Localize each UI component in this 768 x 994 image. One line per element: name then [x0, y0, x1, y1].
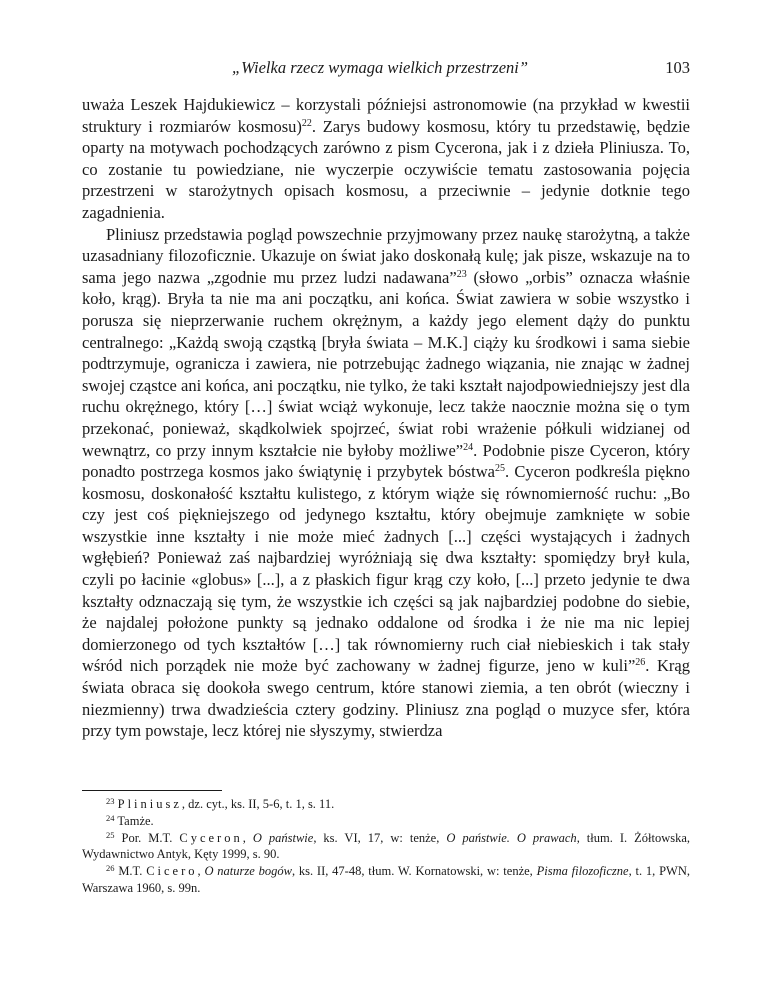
footnote-author: Pliniusz — [117, 797, 182, 811]
footnote-number: 24 — [106, 812, 115, 823]
paragraph-text: . Cyceron podkreśla piękno kosmosu, doskonałość kształtu kulistego, z którym wiąże się równomierność ruchu: „Bo czy jest coś piękniejszego od jedynego kształtu, który obejmuje zamknięte w sobie wszystkie inne kształty i nie może mieć żadnych [...] części wystających i żadnych wgłębień? Ponieważ zaś najbardziej wyróżniają się dwa kształty: spomiędzy brył kula, czyli po łacinie «globus» [...], a z płaskich figur krąg czy koło, [...] przeto jedynie te dwa kształty odznaczają się tym, że wszystkie ich części są jak najbardziej podobne do siebie, że najdalej położone punkty są jednako oddalone od środka i że nie ma nic lepiej domierzonego od tych kształtów […] tak równomierny ruch ciał niebieskich i tak stały wśród nich porządek nie może być zachowany w żadnej figurze, jeno w kuli” — [82, 462, 690, 676]
footnote-text: Tamże. — [117, 813, 154, 828]
footnote-ref-23: 23 — [456, 268, 467, 280]
footnote-23 — [82, 796, 690, 813]
footnote-number: 23 — [106, 796, 115, 806]
running-title: „Wielka rzecz wymaga wielkich przestrzeni” — [232, 58, 529, 77]
footnote-title: Pisma filozoficzne — [536, 864, 629, 879]
footnote-text: , — [197, 864, 205, 879]
footnotes — [82, 796, 690, 897]
paragraph-text: . Krąg świata obraca się dookoła swego centrum, które stanowi ziemia, a ten obrót (wieczny i niezmienny) trwa dwadzieścia cztery godziny. Pliniusz zna pogląd o muzyce sfer, która przy tym powstaje, lecz której nie słyszymy, stwierdza — [82, 656, 690, 741]
paragraph-text: uważa Leszek Hajdukiewicz – korzystali późniejsi astronomowie (na przykład w kwestii struktury i rozmiarów kosmosu) — [82, 95, 690, 136]
footnote-number: 26 — [106, 863, 115, 874]
footnote-26 — [82, 863, 690, 897]
footnote-author: Cyceron — [179, 830, 243, 845]
footnote-number: 25 — [106, 829, 115, 840]
footnote-ref-26: 26 — [635, 657, 646, 669]
footnote-ref-24: 24 — [463, 441, 474, 453]
footnote-title: O państwie. O prawach — [446, 830, 577, 845]
paragraph-2 — [82, 224, 690, 742]
footnote-text: , — [242, 830, 253, 845]
page-number: 103 — [665, 58, 690, 77]
footnote-text: , t. 1, PWN, Warszawa 1960, s. 99n. — [82, 864, 691, 895]
paragraph-text: (słowo „orbis” oznacza właśnie koło, krąg). Bryła ta nie ma ani początku, ani końca. Świat zawiera w sobie wszystko i porusza się nieprzerwanie ruchem okrężnym, a każdy jego element dąży do punktu centralnego: „Każdą swoją cząstką [bryła świata – M.K.] ciąży ku środkowi i sama siebie podtrzymuje, ogranicza i zawiera, nie potrzebując żadnego wiązania, nie znając w żadnej swojej cząstce ani końca, ani początku, nie tylko, że taki kształt najodpowiedniejszy jest dla ruchu okrężnego, który […] świat wciąż wykonuje, lecz także naocznie można się o tym przekonać, ponieważ, skądkolwiek spojrzeć, świat robi wrażenie półkuli widzianej od wewnątrz, co przy innym kształcie nie byłoby możliwe” — [82, 267, 690, 460]
footnote-ref-25: 25 — [494, 463, 505, 475]
footnote-25 — [82, 830, 690, 864]
footnote-text: M.T. — [118, 864, 147, 879]
footnote-title: O naturze bogów — [204, 864, 292, 879]
body-text — [82, 94, 690, 742]
footnote-ref-22: 22 — [301, 117, 312, 129]
footnote-text: , tłum. I. Żółtowska, Wydawnictwo Antyk, Kęty 1999, s. 90. — [82, 830, 691, 862]
footnote-text: , dz. cyt., ks. II, 5-6, t. 1, s. 11. — [181, 797, 335, 811]
footnote-text: , ks. VI, 17, w: tenże, — [313, 830, 447, 845]
paragraph-text: . Zarys budowy kosmosu, który tu przedstawię, będzie oparty na motywach pochodzących zarówno z pism Cycerona, jak i z dzieła Pliniusza. To, co zostanie tu powiedziane, nie wyczerpie oczywiście tematu zastosowania pojęcia przestrzeni w starożytnych opisach kosmosu, a przeciwnie – jedynie dotknie tego zagadnienia. — [82, 116, 690, 222]
footnote-author: Cicero — [146, 864, 198, 879]
footnote-title: O państwie — [252, 830, 314, 845]
footnote-24 — [82, 813, 690, 830]
paragraph-text: Pliniusz przedstawia pogląd powszechnie przyjmowany przez naukę starożytną, a także uzasadniany filozoficznie. Ukazuje on świat jako doskonałą kulę; jak pisze, wskazuje na to sama jego nazwa „zgodnie mu przez ludzi nadawana” — [82, 224, 690, 287]
page — [82, 58, 690, 742]
footnote-text: Por. M.T. — [121, 830, 180, 845]
paragraph-1 — [82, 94, 690, 224]
running-header — [82, 58, 690, 84]
footnote-separator — [82, 790, 222, 791]
footnote-text: , ks. II, 47-48, tłum. W. Kornatowski, w: tenże, — [291, 864, 537, 879]
paragraph-text: . Podobnie pisze Cyceron, który ponadto postrzega kosmos jako świątynię i przybytek bóstwa — [82, 440, 690, 482]
